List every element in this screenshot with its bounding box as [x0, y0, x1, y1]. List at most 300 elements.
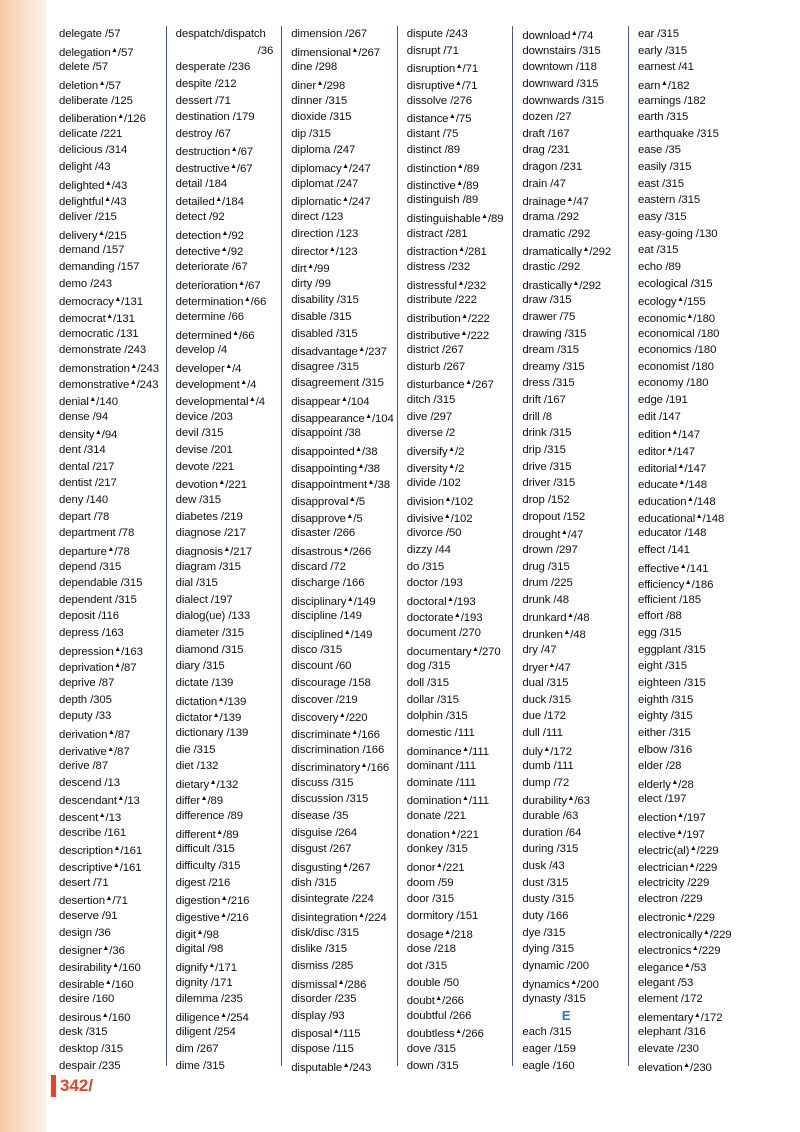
index-column — [166, 26, 282, 1072]
index-entry: diploma /247 — [291, 144, 356, 157]
triangle-marker-icon: ▲ — [104, 196, 111, 204]
index-entry: discrimination /166 — [291, 743, 385, 756]
triangle-marker-icon: ▲ — [114, 662, 121, 670]
index-entry: dew /315 — [175, 493, 222, 506]
triangle-marker-icon: ▲ — [702, 928, 710, 936]
index-entry: discriminatory▲/166 — [291, 762, 390, 775]
index-entry: eight /315 — [637, 660, 688, 673]
index-entry: drastic /292 — [522, 260, 581, 273]
index-entry: developer▲/4 — [175, 362, 242, 375]
triangle-marker-icon: ▲ — [666, 446, 674, 454]
index-entry: disrupt /71 — [406, 44, 459, 57]
index-entry: ditch /315 — [406, 394, 456, 407]
index-entry: delight /43 — [59, 161, 111, 174]
triangle-marker-icon: ▲ — [130, 362, 138, 370]
index-entry: download▲/74 — [522, 30, 594, 42]
index-entry: dreamy /315 — [522, 360, 585, 373]
index-entry: democrat▲/131 — [59, 312, 135, 325]
index-entry: earthquake /315 — [637, 127, 719, 140]
triangle-marker-icon: ▲ — [358, 346, 366, 354]
index-entry: direct /123 — [291, 211, 344, 224]
index-entry: disappear▲/104 — [291, 396, 370, 409]
index-entry: desirability▲/160 — [59, 961, 141, 974]
side-color-strip — [0, 0, 46, 1132]
index-entry: education▲/148 — [637, 495, 716, 508]
index-entry: doctorate▲/193 — [406, 612, 483, 625]
index-entry: dynasty /315 — [522, 993, 586, 1006]
triangle-marker-icon: ▲ — [104, 179, 112, 187]
index-entry: deprivation▲/87 — [59, 662, 137, 675]
index-entry: disadvantage▲/237 — [291, 346, 387, 359]
index-entry: delighted▲/43 — [59, 179, 128, 192]
triangle-marker-icon: ▲ — [435, 862, 443, 870]
index-entry: educational▲/148 — [637, 512, 725, 525]
index-entry: distress /232 — [406, 260, 471, 273]
index-entry: discard /72 — [291, 560, 346, 573]
index-entry: dissolve /276 — [406, 94, 472, 107]
index-entry: election▲/197 — [637, 812, 706, 825]
index-entry: disappoint /38 — [291, 427, 361, 440]
index-entry: easy-going /130 — [637, 227, 718, 240]
triangle-marker-icon: ▲ — [462, 745, 469, 753]
index-entry: design /36 — [59, 926, 111, 939]
index-entry: drive /315 — [522, 460, 572, 473]
index-entry: depart /78 — [59, 510, 110, 523]
index-entry: each /315 — [522, 1026, 572, 1039]
triangle-marker-icon: ▲ — [217, 695, 225, 703]
index-entry: differ▲/89 — [175, 795, 224, 808]
index-entry: delivery▲/215 — [59, 229, 127, 242]
triangle-marker-icon: ▲ — [566, 196, 574, 204]
index-entry: disintegration▲/224 — [291, 911, 387, 924]
index-entry: depth /305 — [59, 693, 112, 706]
index-entry: donate /221 — [406, 810, 466, 823]
index-page — [50, 26, 744, 1074]
triangle-marker-icon: ▲ — [316, 79, 324, 87]
index-entry: dot /315 — [406, 959, 448, 972]
index-entry: display /93 — [291, 1009, 345, 1022]
index-entry: difference /89 — [175, 810, 244, 823]
triangle-marker-icon: ▲ — [448, 113, 456, 121]
triangle-marker-icon: ▲ — [111, 46, 118, 54]
index-entry: donkey /315 — [406, 843, 468, 856]
index-entry: dominant /111 — [406, 760, 476, 773]
index-entry: dense /94 — [59, 410, 109, 423]
index-entry: diligence▲/254 — [175, 1011, 249, 1024]
index-entry: distribution▲/222 — [406, 312, 490, 325]
index-entry: eager /159 — [522, 1043, 576, 1056]
index-entry: dusty /315 — [522, 893, 574, 906]
index-entry: during /315 — [522, 843, 579, 856]
index-entry: donation▲/221 — [406, 828, 479, 841]
index-entry: device /203 — [175, 410, 233, 423]
triangle-marker-icon: ▲ — [461, 312, 469, 320]
index-entry: elevation▲/230 — [637, 1061, 712, 1074]
index-entry: either /315 — [637, 726, 691, 739]
index-entry: dream /315 — [522, 344, 579, 357]
index-entry: desertion▲/71 — [59, 895, 128, 908]
index-entry: depression▲/163 — [59, 645, 143, 658]
index-entry: draw /315 — [522, 294, 572, 307]
index-entry: drunkard▲/48 — [522, 612, 590, 625]
index-entry: dive /297 — [406, 410, 453, 423]
triangle-marker-icon: ▲ — [686, 911, 694, 919]
index-entry: dictate /139 — [175, 676, 234, 689]
index-entry-continuation: /36 — [257, 44, 274, 57]
index-entry: doubtless▲/266 — [406, 1028, 484, 1041]
index-entry: drastically▲/292 — [522, 279, 602, 292]
triangle-marker-icon: ▲ — [117, 795, 125, 803]
index-entry: detect /92 — [175, 211, 225, 224]
index-entry: dispose /115 — [291, 1043, 354, 1056]
index-entry: driver /315 — [522, 477, 576, 490]
index-entry: economy /180 — [637, 377, 709, 390]
index-entry: die /315 — [175, 743, 216, 756]
index-entry: detail /184 — [175, 177, 228, 190]
triangle-marker-icon: ▲ — [355, 446, 362, 454]
index-entry: demonstration▲/243 — [59, 362, 160, 375]
triangle-marker-icon: ▲ — [342, 1061, 350, 1069]
index-entry: dress /315 — [522, 377, 575, 390]
index-entry: deletion▲/57 — [59, 79, 121, 92]
index-entry: edit /147 — [637, 410, 681, 423]
index-entry: diagram /315 — [175, 560, 241, 573]
index-entry: due /172 — [522, 710, 566, 723]
triangle-marker-icon: ▲ — [367, 479, 375, 487]
triangle-marker-icon: ▲ — [351, 46, 359, 54]
triangle-marker-icon: ▲ — [351, 728, 359, 736]
index-entry: duck /315 — [522, 693, 571, 706]
index-entry: electronically▲/229 — [637, 928, 732, 941]
index-entry: elephant /316 — [637, 1026, 706, 1039]
index-entry: disappointment▲/38 — [291, 479, 390, 492]
index-entry: descendant▲/13 — [59, 795, 140, 808]
index-entry: demo /243 — [59, 277, 112, 290]
triangle-marker-icon: ▲ — [346, 595, 354, 603]
index-entry: dollar /315 — [406, 693, 459, 706]
index-entry: detective▲/92 — [175, 246, 244, 259]
index-entry: desirable▲/160 — [59, 978, 134, 991]
index-entry: developmental▲/4 — [175, 396, 266, 409]
index-entry: distinctive▲/89 — [406, 179, 479, 192]
index-entry: dignity /171 — [175, 976, 233, 989]
index-column — [397, 26, 513, 1072]
index-entry: derivation▲/87 — [59, 728, 131, 741]
index-entry: digestion▲/216 — [175, 895, 250, 908]
index-entry: derivative▲/87 — [59, 745, 130, 758]
triangle-marker-icon: ▲ — [453, 612, 461, 620]
index-entry: deteriorate /67 — [175, 260, 248, 273]
index-entry: efficient /185 — [637, 593, 701, 606]
triangle-marker-icon: ▲ — [346, 512, 354, 520]
index-entry: digestive▲/216 — [175, 911, 249, 924]
index-entry: demanding /157 — [59, 260, 140, 273]
index-entry: drawing /315 — [522, 327, 587, 340]
index-entry: dictation▲/139 — [175, 695, 247, 708]
index-entry: dine /298 — [291, 61, 338, 74]
index-entry: diverse /2 — [406, 427, 456, 440]
triangle-marker-icon: ▲ — [220, 1011, 227, 1019]
index-entry: destroy /67 — [175, 127, 231, 140]
index-entry: dominance▲/111 — [406, 745, 490, 758]
index-entry: ease /35 — [637, 144, 681, 157]
index-entry: dramatic /292 — [522, 227, 591, 240]
index-entry: demonstrative▲/243 — [59, 379, 159, 392]
index-entry: disciplined▲/149 — [291, 629, 373, 642]
triangle-marker-icon: ▲ — [113, 845, 121, 853]
index-entry: dove /315 — [406, 1043, 456, 1056]
triangle-marker-icon: ▲ — [676, 812, 684, 820]
index-entry: dual /315 — [522, 676, 569, 689]
triangle-marker-icon: ▲ — [342, 163, 349, 171]
index-entry: disappointed▲/38 — [291, 446, 378, 459]
triangle-marker-icon: ▲ — [220, 911, 227, 919]
index-entry: disturb /267 — [406, 360, 466, 373]
triangle-marker-icon: ▲ — [684, 579, 692, 587]
index-entry: dessert /71 — [175, 94, 231, 107]
index-entry: designer▲/36 — [59, 945, 125, 958]
index-entry: do /315 — [406, 560, 445, 573]
index-entry: diversify▲/2 — [406, 446, 465, 459]
triangle-marker-icon: ▲ — [686, 495, 694, 503]
index-entry: district /267 — [406, 344, 464, 357]
index-entry: discussion /315 — [291, 793, 369, 806]
triangle-marker-icon: ▲ — [89, 396, 97, 404]
index-entry: dimensional▲/267 — [291, 46, 380, 59]
index-entry: disaster /266 — [291, 527, 356, 540]
index-entry: distinction▲/89 — [406, 163, 480, 176]
index-entry: director▲/123 — [291, 246, 358, 259]
index-entry: density▲/94 — [59, 429, 118, 442]
triangle-marker-icon: ▲ — [567, 612, 574, 620]
index-entry: drain /47 — [522, 177, 566, 190]
index-entry: dictator▲/139 — [175, 712, 242, 725]
triangle-marker-icon: ▲ — [457, 279, 465, 287]
triangle-marker-icon: ▲ — [220, 895, 228, 903]
index-entry: devil /315 — [175, 427, 224, 440]
index-entry: downward /315 — [522, 77, 599, 90]
triangle-marker-icon: ▲ — [447, 595, 454, 603]
index-entry: dim /267 — [175, 1043, 219, 1056]
index-entry: drainage▲/47 — [522, 196, 589, 209]
triangle-marker-icon: ▲ — [216, 828, 223, 836]
triangle-marker-icon: ▲ — [444, 495, 452, 503]
index-entry: delete /57 — [59, 61, 109, 74]
triangle-marker-icon: ▲ — [342, 545, 350, 553]
index-entry: dumb /111 — [522, 760, 574, 773]
index-entry: disguise /264 — [291, 826, 358, 839]
index-entry: diamond /315 — [175, 643, 244, 656]
index-entry: dizzy /44 — [406, 543, 451, 556]
triangle-marker-icon: ▲ — [456, 163, 464, 171]
index-entry: diagnosis▲/217 — [175, 545, 252, 558]
index-entry: economic▲/180 — [637, 312, 716, 325]
index-entry: discharge /166 — [291, 577, 365, 590]
index-entry: dip /315 — [291, 127, 331, 140]
triangle-marker-icon: ▲ — [695, 512, 703, 520]
triangle-marker-icon: ▲ — [458, 246, 465, 254]
index-entry: disposal▲/115 — [291, 1028, 361, 1041]
index-entry: disciplinary▲/149 — [291, 595, 376, 608]
index-entry: doubtful /266 — [406, 1009, 472, 1022]
index-entry: drag /231 — [522, 144, 570, 157]
index-entry: diligent /254 — [175, 1026, 236, 1039]
index-entry: delightful▲/43 — [59, 196, 127, 209]
index-entry: economical /180 — [637, 327, 720, 340]
triangle-marker-icon: ▲ — [238, 279, 245, 287]
index-entry: deliver /215 — [59, 211, 117, 224]
index-entry: electronics▲/229 — [637, 945, 721, 958]
index-entry: effort /88 — [637, 610, 682, 623]
index-entry: disruptive▲/71 — [406, 79, 478, 92]
triangle-marker-icon: ▲ — [105, 895, 113, 903]
index-entry: department /78 — [59, 527, 135, 540]
index-entry: elective▲/197 — [637, 828, 705, 841]
index-column — [281, 26, 397, 1074]
index-entry: devotion▲/221 — [175, 479, 247, 492]
index-entry: dismissal▲/286 — [291, 978, 367, 991]
index-entry: democratic /131 — [59, 327, 139, 340]
index-entry: dirt▲/99 — [291, 262, 330, 275]
index-entry: despatch/dispatch — [175, 28, 266, 40]
triangle-marker-icon: ▲ — [107, 745, 115, 753]
index-entry: dentist /217 — [59, 477, 117, 490]
triangle-marker-icon: ▲ — [460, 329, 468, 337]
index-entry: dental /217 — [59, 460, 115, 473]
triangle-marker-icon: ▲ — [196, 928, 204, 936]
triangle-marker-icon: ▲ — [678, 479, 686, 487]
triangle-marker-icon: ▲ — [443, 512, 451, 520]
triangle-marker-icon: ▲ — [208, 961, 216, 969]
index-entry: domestic /111 — [406, 726, 475, 739]
triangle-marker-icon: ▲ — [548, 662, 556, 670]
triangle-marker-icon: ▲ — [114, 296, 122, 304]
index-entry: elder /28 — [637, 760, 682, 773]
triangle-marker-icon: ▲ — [358, 911, 365, 919]
triangle-marker-icon: ▲ — [107, 728, 115, 736]
index-entry: different▲/89 — [175, 828, 239, 841]
index-entry: digital /98 — [175, 943, 224, 956]
index-entry: dent /314 — [59, 444, 106, 457]
index-entry: desire /160 — [59, 993, 115, 1006]
index-entry: discovery▲/220 — [291, 712, 368, 725]
index-entry: economics /180 — [637, 344, 717, 357]
index-entry: discipline /149 — [291, 610, 362, 623]
index-entry: eagle /160 — [522, 1059, 575, 1072]
triangle-marker-icon: ▲ — [679, 562, 687, 570]
index-entry: drown /297 — [522, 543, 578, 556]
index-entry: eighty /315 — [637, 710, 693, 723]
triangle-marker-icon: ▲ — [693, 1011, 701, 1019]
index-entry: dial /315 — [175, 577, 218, 590]
triangle-marker-icon: ▲ — [365, 412, 372, 420]
index-entry: earnest /41 — [637, 61, 694, 74]
index-entry: dump /72 — [522, 776, 570, 789]
triangle-marker-icon: ▲ — [688, 862, 696, 870]
index-entry: duration /64 — [522, 826, 582, 839]
index-entry: dominate /111 — [406, 776, 476, 789]
index-entry: drug /315 — [522, 560, 570, 573]
index-entry: dryer▲/47 — [522, 662, 571, 675]
index-entry: dependable /315 — [59, 577, 143, 590]
index-entry: dosage▲/218 — [406, 928, 473, 941]
index-entry: difficulty /315 — [175, 860, 241, 873]
index-entry: difficult /315 — [175, 843, 235, 856]
triangle-marker-icon: ▲ — [450, 828, 458, 836]
index-entry: dioxide /315 — [291, 111, 352, 124]
index-entry: electronic▲/229 — [637, 911, 715, 924]
index-entry: deterioration▲/67 — [175, 279, 261, 292]
index-entry: demand /157 — [59, 244, 125, 257]
index-entry: dismiss /285 — [291, 959, 354, 972]
triangle-marker-icon: ▲ — [465, 379, 472, 387]
index-entry: despite /212 — [175, 77, 237, 90]
index-entry: duty /166 — [522, 909, 569, 922]
index-entry: disk/disc /315 — [291, 926, 359, 939]
index-entry: disintegrate /224 — [291, 893, 374, 906]
index-entry: disappointing▲/38 — [291, 462, 380, 475]
triangle-marker-icon: ▲ — [348, 495, 356, 503]
triangle-marker-icon: ▲ — [671, 429, 679, 437]
index-entry: ecological /315 — [637, 277, 713, 290]
index-entry: discourage /158 — [291, 676, 371, 689]
index-entry: elderly▲/28 — [637, 778, 694, 791]
index-entry: digit▲/98 — [175, 928, 219, 941]
index-entry: distraction▲/281 — [406, 246, 487, 259]
index-entry: drift /167 — [522, 394, 566, 407]
triangle-marker-icon: ▲ — [243, 296, 251, 304]
index-entry: documentary▲/270 — [406, 645, 501, 658]
triangle-marker-icon: ▲ — [338, 712, 346, 720]
index-entry: draft /167 — [522, 127, 570, 140]
triangle-marker-icon: ▲ — [248, 396, 256, 404]
triangle-marker-icon: ▲ — [332, 1028, 340, 1036]
index-entry: drop /152 — [522, 493, 570, 506]
index-entry: diner▲/298 — [291, 79, 346, 92]
index-entry: distinct /89 — [406, 144, 461, 157]
triangle-marker-icon: ▲ — [230, 163, 237, 171]
section-letter: E — [561, 1007, 571, 1023]
index-entry: dilemma /235 — [175, 993, 243, 1006]
index-entry: discriminate▲/166 — [291, 728, 380, 741]
triangle-marker-icon: ▲ — [106, 312, 114, 320]
index-entry: dish /315 — [291, 876, 337, 889]
triangle-marker-icon: ▲ — [444, 928, 451, 936]
triangle-marker-icon: ▲ — [98, 79, 106, 87]
index-entry: edition▲/147 — [637, 429, 700, 442]
index-entry: easily /315 — [637, 161, 692, 174]
triangle-marker-icon: ▲ — [218, 479, 226, 487]
index-entry: ear /315 — [637, 28, 679, 40]
triangle-marker-icon: ▲ — [686, 312, 694, 320]
triangle-marker-icon: ▲ — [448, 446, 456, 454]
index-entry: disputable▲/243 — [291, 1061, 372, 1074]
index-entry: editor▲/147 — [637, 446, 695, 459]
index-entry: ecology▲/155 — [637, 296, 706, 309]
triangle-marker-icon: ▲ — [357, 462, 365, 470]
triangle-marker-icon: ▲ — [481, 213, 488, 221]
triangle-marker-icon: ▲ — [101, 1011, 109, 1019]
index-entry: doom /59 — [406, 876, 454, 889]
index-entry: disgusting▲/267 — [291, 862, 371, 875]
index-entry: dignify▲/171 — [175, 961, 237, 974]
triangle-marker-icon: ▲ — [472, 645, 479, 653]
index-entry: disapproval▲/5 — [291, 495, 365, 508]
triangle-marker-icon: ▲ — [340, 396, 348, 404]
triangle-marker-icon: ▲ — [567, 795, 575, 803]
index-entry: disease /35 — [291, 810, 349, 823]
index-entry: doctor /193 — [406, 577, 463, 590]
